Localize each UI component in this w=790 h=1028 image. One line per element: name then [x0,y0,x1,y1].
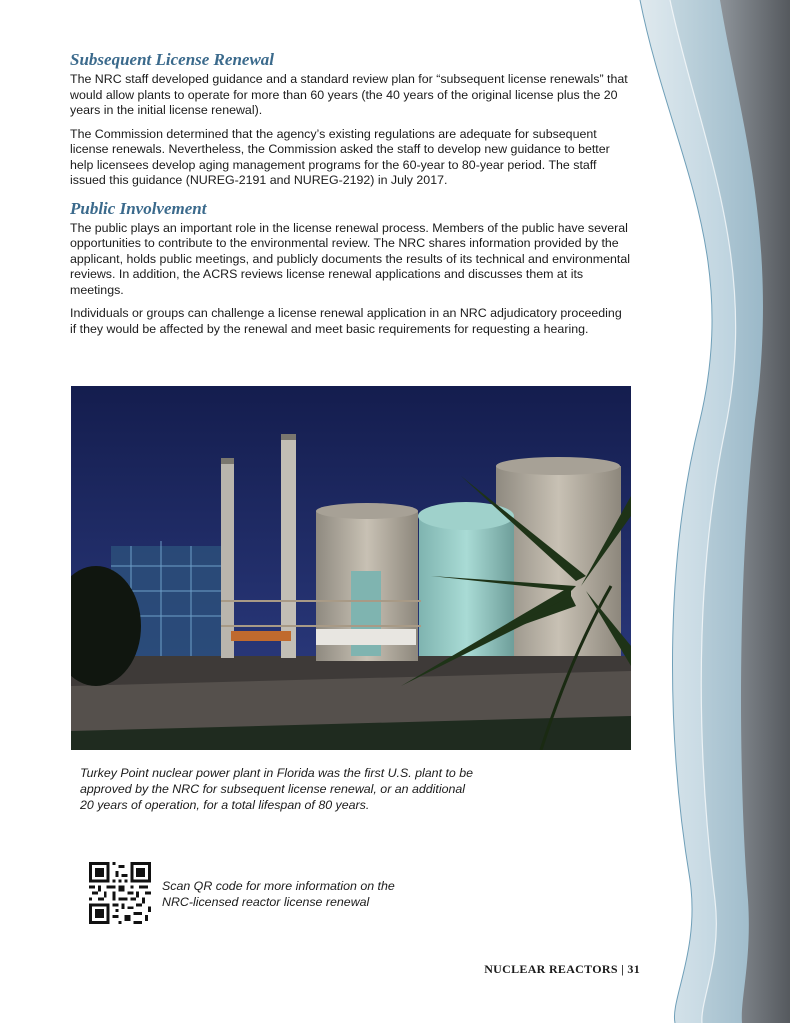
paragraph: Individuals or groups can challenge a license renewal application in an NRC adjudicatory proceeding if they would be affected by the renewal and meet basic requirements for requesting a hearing. [70,306,622,336]
paragraph: The NRC staff developed guidance and a standard review plan for “subsequent license renewals” that would allow plants to operate for more than 60 years (the 40 years of the original license plus the 20 years in the initial license renewal). [70,72,628,117]
section-heading-public-involvement: Public Involvement [70,198,207,218]
qr-code[interactable] [89,862,151,924]
page-footer [470,962,640,977]
power-plant-photo [71,386,631,750]
section-heading-subsequent-license-renewal: Subsequent License Renewal [70,50,275,69]
footer-separator: | [621,962,625,976]
paragraph: The public plays an important role in the license renewal process. Members of the public have several opportunities to contribute to the environmental review. The NRC shares information provided by the applicant, holds public meetings, and publicly documents the results of its technical and environmental reviews. In addition, the ACRS reviews license renewal applications and discusses them at its meetings. [70,220,630,297]
page-number: 31 [627,962,640,976]
photo-caption: Turkey Point nuclear power plant in Florida was the first U.S. plant to be approved by the NRC for subsequent license renewal, or an additional 20 years of operation, for a total lifespan of 80 years. [80,766,474,812]
footer-section-title: NUCLEAR REACTORS [484,962,618,976]
paragraph: The Commission determined that the agency’s existing regulations are adequate for subsequent license renewals. Nevertheless, the Commission asked the staff to develop new guidance to better help licensees develop aging management programs for the 60-year to 80-year period. The staff issued this guidance (NUREG-2191 and NUREG-2192) in July 2017. [70,126,610,187]
main-content [70,50,630,345]
qr-code-description: Scan QR code for more information on the NRC-licensed reactor license renewal [162,879,395,909]
decorative-wave-border [630,0,790,1023]
